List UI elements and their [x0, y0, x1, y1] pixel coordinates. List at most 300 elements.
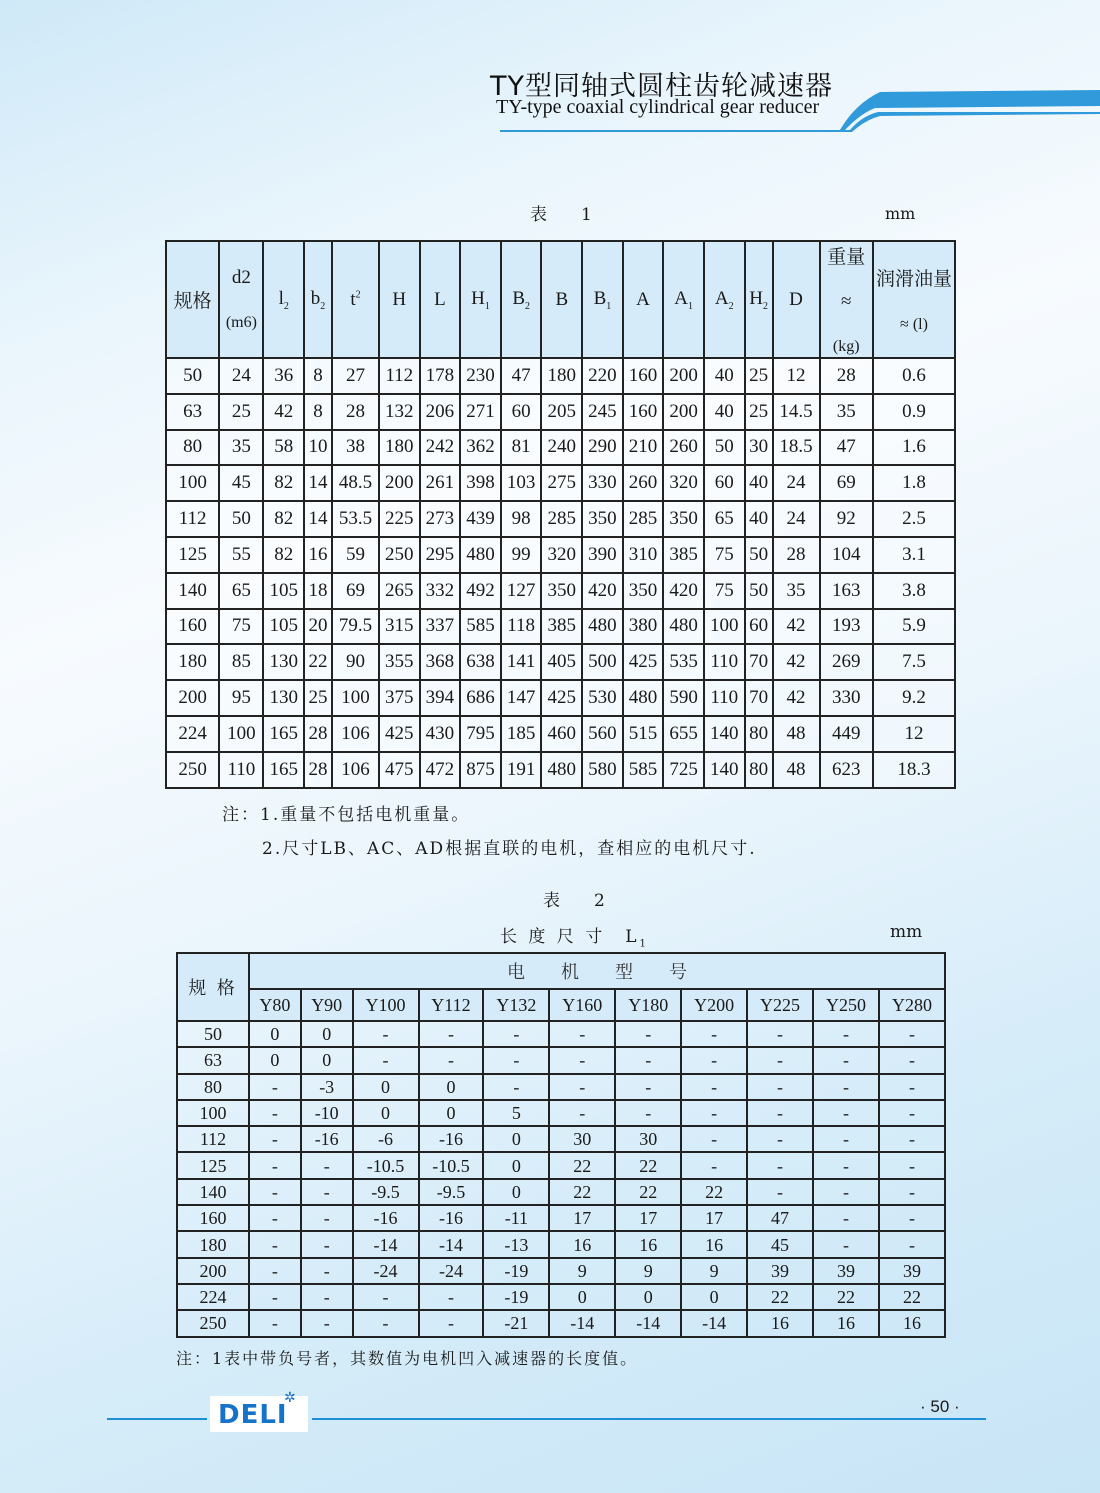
table-cell: 35 — [773, 573, 820, 609]
column-header — [304, 241, 332, 358]
table-cell: 80 — [745, 752, 773, 788]
table-cell: 224 — [177, 1284, 249, 1310]
table-cell: 22 — [747, 1284, 813, 1310]
table-cell: 39 — [879, 1258, 945, 1284]
table-cell: 20 — [304, 609, 332, 645]
table-cell: - — [301, 1179, 353, 1205]
table-cell: 141 — [501, 644, 542, 680]
table-cell: 160 — [166, 609, 219, 645]
column-header — [663, 241, 704, 358]
table-cell: - — [549, 1074, 615, 1100]
table-cell: 24 — [219, 358, 263, 394]
table-cell: 0 — [419, 1100, 484, 1126]
table-cell: 22 — [879, 1284, 945, 1310]
table-cell: 580 — [582, 752, 623, 788]
approx-symbol: ≈ — [841, 291, 852, 312]
table-cell: 28 — [304, 752, 332, 788]
table-cell: 5 — [483, 1100, 549, 1126]
table-cell: -14 — [419, 1231, 484, 1257]
table-cell: 100 — [704, 609, 745, 645]
table-cell: 180 — [166, 644, 219, 680]
table-cell: 100 — [219, 716, 263, 752]
column-subscript: 1 — [688, 300, 694, 312]
table-cell: 30 — [745, 430, 773, 466]
table-cell: -24 — [419, 1258, 484, 1284]
table-cell: 285 — [623, 501, 664, 537]
table-cell: - — [549, 1100, 615, 1126]
table-row — [166, 394, 955, 430]
table-cell: 55 — [219, 537, 263, 573]
table-cell: 105 — [263, 609, 304, 645]
table-cell: 0.9 — [873, 394, 955, 430]
column-label: B — [593, 287, 607, 309]
table-cell: - — [249, 1205, 301, 1231]
table-cell: 47 — [501, 358, 542, 394]
table-cell: - — [813, 1047, 879, 1073]
table-row — [166, 465, 955, 501]
table-cell: -16 — [353, 1205, 419, 1231]
table-cell: 95 — [219, 680, 263, 716]
table-header-row — [177, 989, 945, 1021]
table-cell: 58 — [263, 430, 304, 466]
table-cell: 69 — [820, 465, 873, 501]
table-cell: 14 — [304, 501, 332, 537]
table-cell: 191 — [501, 752, 542, 788]
table-cell: 42 — [773, 609, 820, 645]
table-cell: 40 — [745, 501, 773, 537]
table-cell: - — [549, 1021, 615, 1047]
table-cell: 449 — [820, 716, 873, 752]
table-cell: 30 — [615, 1126, 681, 1152]
table-cell: 350 — [582, 501, 623, 537]
table-cell: 60 — [501, 394, 542, 430]
column-note: (m6) — [225, 313, 257, 331]
table-row — [177, 1231, 945, 1257]
table-cell: 310 — [623, 537, 664, 573]
table-cell: 48 — [773, 752, 820, 788]
table-cell: 22 — [681, 1179, 747, 1205]
table-cell: 140 — [166, 573, 219, 609]
table-cell: - — [681, 1126, 747, 1152]
table-cell: 385 — [663, 537, 704, 573]
table-cell: -16 — [301, 1126, 353, 1152]
table-cell: 16 — [549, 1231, 615, 1257]
table-cell: 492 — [460, 573, 501, 609]
table-cell: 45 — [219, 465, 263, 501]
table-cell: 337 — [420, 609, 461, 645]
column-label: A — [636, 288, 650, 310]
table-cell: 439 — [460, 501, 501, 537]
table-cell: 0 — [483, 1126, 549, 1152]
table-cell: 185 — [501, 716, 542, 752]
table-cell: 18.3 — [873, 752, 955, 788]
table-cell: 350 — [663, 501, 704, 537]
table-cell: - — [483, 1021, 549, 1047]
column-superscript: 2 — [355, 289, 361, 301]
table-cell: 165 — [263, 716, 304, 752]
table-cell: 515 — [623, 716, 664, 752]
table-cell: 39 — [813, 1258, 879, 1284]
table-cell: - — [813, 1231, 879, 1257]
table-cell: 480 — [623, 680, 664, 716]
table-cell: 70 — [745, 680, 773, 716]
table-cell: - — [879, 1126, 945, 1152]
table-row — [177, 1074, 945, 1100]
table-cell: 17 — [615, 1205, 681, 1231]
table-cell: 112 — [166, 501, 219, 537]
table-cell: 85 — [219, 644, 263, 680]
table-cell: 425 — [541, 680, 582, 716]
table-cell: 0 — [353, 1100, 419, 1126]
table-cell: - — [879, 1231, 945, 1257]
table-cell: 50 — [219, 501, 263, 537]
table-cell: 70 — [745, 644, 773, 680]
table-cell: 110 — [704, 644, 745, 680]
table-cell: -14 — [681, 1310, 747, 1336]
table-cell: 24 — [773, 501, 820, 537]
table-cell: 9 — [681, 1258, 747, 1284]
table-cell: 132 — [379, 394, 420, 430]
table-cell: 99 — [501, 537, 542, 573]
column-header — [582, 241, 623, 358]
column-label: H — [749, 287, 763, 309]
table-cell: 686 — [460, 680, 501, 716]
table-cell: 0 — [249, 1047, 301, 1073]
table-cell: 98 — [501, 501, 542, 537]
table-cell: 45 — [747, 1231, 813, 1257]
table-cell: - — [249, 1179, 301, 1205]
table-cell: - — [419, 1047, 484, 1073]
table-cell: 110 — [704, 680, 745, 716]
table-cell: 475 — [379, 752, 420, 788]
table-cell: - — [353, 1310, 419, 1336]
table-cell: 420 — [582, 573, 623, 609]
table-cell: 80 — [745, 716, 773, 752]
table-row — [177, 1047, 945, 1073]
column-label: H — [471, 287, 485, 309]
table-cell: - — [615, 1100, 681, 1126]
table-cell: 3.8 — [873, 573, 955, 609]
table-cell: 230 — [460, 358, 501, 394]
table-cell: 355 — [379, 644, 420, 680]
table-cell: 16 — [879, 1310, 945, 1336]
table-cell: - — [879, 1047, 945, 1073]
table2-unit: mm — [890, 922, 923, 942]
table-cell: 69 — [332, 573, 379, 609]
table-cell: - — [249, 1100, 301, 1126]
column-header — [379, 241, 420, 358]
table-cell: 269 — [820, 644, 873, 680]
column-label: 重量 — [827, 247, 866, 268]
table-cell: 147 — [501, 680, 542, 716]
table-cell: 16 — [813, 1310, 879, 1336]
table-cell: 22 — [813, 1284, 879, 1310]
table-cell: 480 — [460, 537, 501, 573]
table-cell: - — [249, 1310, 301, 1336]
column-subscript: 2 — [525, 300, 530, 312]
table-row — [166, 358, 955, 394]
table-cell: 380 — [623, 609, 664, 645]
table-cell: 50 — [166, 358, 219, 394]
table-cell: 140 — [177, 1179, 249, 1205]
column-note: ≈ (l) — [900, 316, 928, 333]
table-cell: - — [483, 1047, 549, 1073]
table-cell: 224 — [166, 716, 219, 752]
table-cell: 48.5 — [332, 465, 379, 501]
table-cell: 14 — [304, 465, 332, 501]
table-cell: 330 — [820, 680, 873, 716]
table-cell: 200 — [166, 680, 219, 716]
footer-line-right — [312, 1418, 986, 1420]
table-cell: 430 — [420, 716, 461, 752]
column-subscript: 1 — [606, 300, 612, 312]
table-cell: 160 — [623, 394, 664, 430]
table-cell: 1.8 — [873, 465, 955, 501]
table-cell: 38 — [332, 430, 379, 466]
table-cell: 80 — [166, 430, 219, 466]
table-cell: 140 — [704, 716, 745, 752]
table-cell: 82 — [263, 537, 304, 573]
column-label: l — [278, 287, 284, 309]
table-cell: 193 — [820, 609, 873, 645]
gear-icon: ✲ — [284, 1390, 296, 1406]
table-cell: 35 — [219, 430, 263, 466]
column-header — [773, 241, 820, 358]
table-cell: - — [681, 1152, 747, 1178]
table-cell: - — [747, 1179, 813, 1205]
table-cell: - — [747, 1126, 813, 1152]
table-cell: 100 — [166, 465, 219, 501]
table-cell: 0 — [483, 1152, 549, 1178]
table-cell: 35 — [820, 394, 873, 430]
table-cell: 105 — [263, 573, 304, 609]
table-cell: - — [813, 1205, 879, 1231]
table-cell: - — [301, 1205, 353, 1231]
table-cell: 425 — [379, 716, 420, 752]
table-cell: 405 — [541, 644, 582, 680]
table-cell: 394 — [420, 680, 461, 716]
table-cell: 180 — [379, 430, 420, 466]
table-row — [177, 1179, 945, 1205]
table-cell: -9.5 — [419, 1179, 484, 1205]
column-header — [501, 241, 542, 358]
table2-caption: 表 2 — [543, 891, 605, 911]
table-row — [177, 1100, 945, 1126]
table-cell: 725 — [663, 752, 704, 788]
table-cell: - — [353, 1021, 419, 1047]
table1-unit: mm — [885, 204, 916, 223]
column-label: t — [350, 288, 356, 310]
table-cell: 16 — [304, 537, 332, 573]
table-cell: 0 — [615, 1284, 681, 1310]
table-cell: 63 — [177, 1047, 249, 1073]
table-cell: -14 — [353, 1231, 419, 1257]
motor-column-header: Y80 — [249, 989, 301, 1021]
table-cell: 535 — [663, 644, 704, 680]
table-row — [166, 501, 955, 537]
table-cell: 261 — [420, 465, 461, 501]
table-cell: 48 — [773, 716, 820, 752]
table-row — [177, 1310, 945, 1336]
table2-subtitle: 长 度 尺 寸 $L_1$ — [500, 927, 649, 950]
table-cell: 420 — [663, 573, 704, 609]
table-cell: - — [249, 1231, 301, 1257]
dimension-table — [165, 240, 956, 789]
table-row — [177, 1205, 945, 1231]
table-cell: 60 — [704, 465, 745, 501]
table-cell: - — [419, 1284, 484, 1310]
table-cell: 206 — [420, 394, 461, 430]
table-cell: 390 — [582, 537, 623, 573]
table-cell: 47 — [820, 430, 873, 466]
table-cell: - — [419, 1021, 484, 1047]
column-label: H — [392, 288, 407, 310]
table-cell: -13 — [483, 1231, 549, 1257]
table-cell: -6 — [353, 1126, 419, 1152]
table-cell: 265 — [379, 573, 420, 609]
table-cell: -16 — [419, 1205, 484, 1231]
table-cell: 50 — [704, 430, 745, 466]
table-cell: 22 — [549, 1179, 615, 1205]
table-cell: -10.5 — [419, 1152, 484, 1178]
table-cell: 16 — [615, 1231, 681, 1257]
motor-model-header: 电 机 型 号 — [249, 953, 945, 989]
table-cell: 12 — [873, 716, 955, 752]
column-subscript: 1 — [484, 300, 490, 312]
table-cell: 47 — [747, 1205, 813, 1231]
table-cell: 242 — [420, 430, 461, 466]
table-cell: 398 — [460, 465, 501, 501]
table-cell: 0 — [549, 1284, 615, 1310]
table-cell: 42 — [773, 644, 820, 680]
table-cell: 285 — [541, 501, 582, 537]
table-cell: - — [879, 1021, 945, 1047]
table-cell: 42 — [773, 680, 820, 716]
table-cell: 130 — [263, 680, 304, 716]
table-cell: 25 — [745, 394, 773, 430]
table-cell: 205 — [541, 394, 582, 430]
table-cell: 80 — [177, 1074, 249, 1100]
table-cell: 75 — [704, 573, 745, 609]
table-cell: 385 — [541, 609, 582, 645]
table1-note-2: 2.尺寸LB、AC、AD根据直联的电机，查相应的电机尺寸. — [262, 839, 757, 859]
table-cell: 290 — [582, 430, 623, 466]
table-cell: 0 — [301, 1047, 353, 1073]
table-cell: 5.9 — [873, 609, 955, 645]
table-row — [177, 1021, 945, 1047]
table-row — [166, 752, 955, 788]
table-cell: - — [681, 1100, 747, 1126]
table-cell: 50 — [745, 537, 773, 573]
table-cell: 460 — [541, 716, 582, 752]
table-cell: 0 — [681, 1284, 747, 1310]
table-cell: 9 — [549, 1258, 615, 1284]
table-cell: 110 — [219, 752, 263, 788]
table-cell: 50 — [745, 573, 773, 609]
table-cell: - — [249, 1258, 301, 1284]
table-cell: 8 — [304, 394, 332, 430]
table-cell: - — [813, 1021, 879, 1047]
table-cell: 28 — [332, 394, 379, 430]
table-cell: - — [549, 1047, 615, 1073]
deli-logo: DELI ✲ — [210, 1396, 308, 1432]
column-header — [219, 241, 263, 358]
table-cell: 104 — [820, 537, 873, 573]
table-cell: 795 — [460, 716, 501, 752]
table-cell: 250 — [177, 1310, 249, 1336]
table-cell: 24 — [773, 465, 820, 501]
table-cell: 655 — [663, 716, 704, 752]
table-cell: - — [813, 1100, 879, 1126]
table-cell: 0 — [249, 1021, 301, 1047]
table-row — [166, 573, 955, 609]
table-cell: 12 — [773, 358, 820, 394]
table-cell: - — [249, 1074, 301, 1100]
table-cell: 530 — [582, 680, 623, 716]
table-cell: 16 — [681, 1231, 747, 1257]
column-label: B — [512, 287, 525, 309]
table-cell: -9.5 — [353, 1179, 419, 1205]
table1-note-1: 注：1.重量不包括电机重量。 — [222, 805, 471, 825]
table-cell: - — [249, 1126, 301, 1152]
table-cell: - — [879, 1179, 945, 1205]
table-row — [177, 1126, 945, 1152]
table-cell: 65 — [219, 573, 263, 609]
table-row — [166, 716, 955, 752]
table-cell: -3 — [301, 1074, 353, 1100]
table-cell: 500 — [582, 644, 623, 680]
table-cell: 18 — [304, 573, 332, 609]
table-cell: 585 — [623, 752, 664, 788]
table-cell: - — [681, 1074, 747, 1100]
page-title: TY型同轴式圆柱齿轮减速器 — [490, 71, 833, 102]
table-cell: 25 — [304, 680, 332, 716]
table-cell: 79.5 — [332, 609, 379, 645]
column-subscript: 2 — [762, 300, 768, 312]
table-cell: 22 — [615, 1179, 681, 1205]
table-cell: 350 — [541, 573, 582, 609]
table-cell: 3.1 — [873, 537, 955, 573]
table-cell: 82 — [263, 501, 304, 537]
spec-header: 规 格 — [177, 953, 249, 1021]
table-cell: 0 — [483, 1179, 549, 1205]
table-cell: 210 — [623, 430, 664, 466]
column-header — [166, 241, 219, 358]
table-cell: 127 — [501, 573, 542, 609]
table-cell: -19 — [483, 1284, 549, 1310]
table-cell: - — [879, 1205, 945, 1231]
motor-column-header: Y280 — [879, 989, 945, 1021]
table-cell: - — [813, 1179, 879, 1205]
table-row — [166, 609, 955, 645]
column-label: A — [674, 287, 689, 309]
column-header — [420, 241, 461, 358]
table-cell: 273 — [420, 501, 461, 537]
table-cell: -14 — [549, 1310, 615, 1336]
table-cell: 0 — [353, 1074, 419, 1100]
table-cell: 118 — [501, 609, 542, 645]
table-cell: 9.2 — [873, 680, 955, 716]
table-cell: 106 — [332, 716, 379, 752]
table-cell: - — [353, 1284, 419, 1310]
table-cell: 75 — [704, 537, 745, 573]
table-cell: 350 — [623, 573, 664, 609]
table-cell: 10 — [304, 430, 332, 466]
table-cell: 100 — [332, 680, 379, 716]
table-cell: 330 — [582, 465, 623, 501]
table-cell: -19 — [483, 1258, 549, 1284]
table-cell: 200 — [379, 465, 420, 501]
